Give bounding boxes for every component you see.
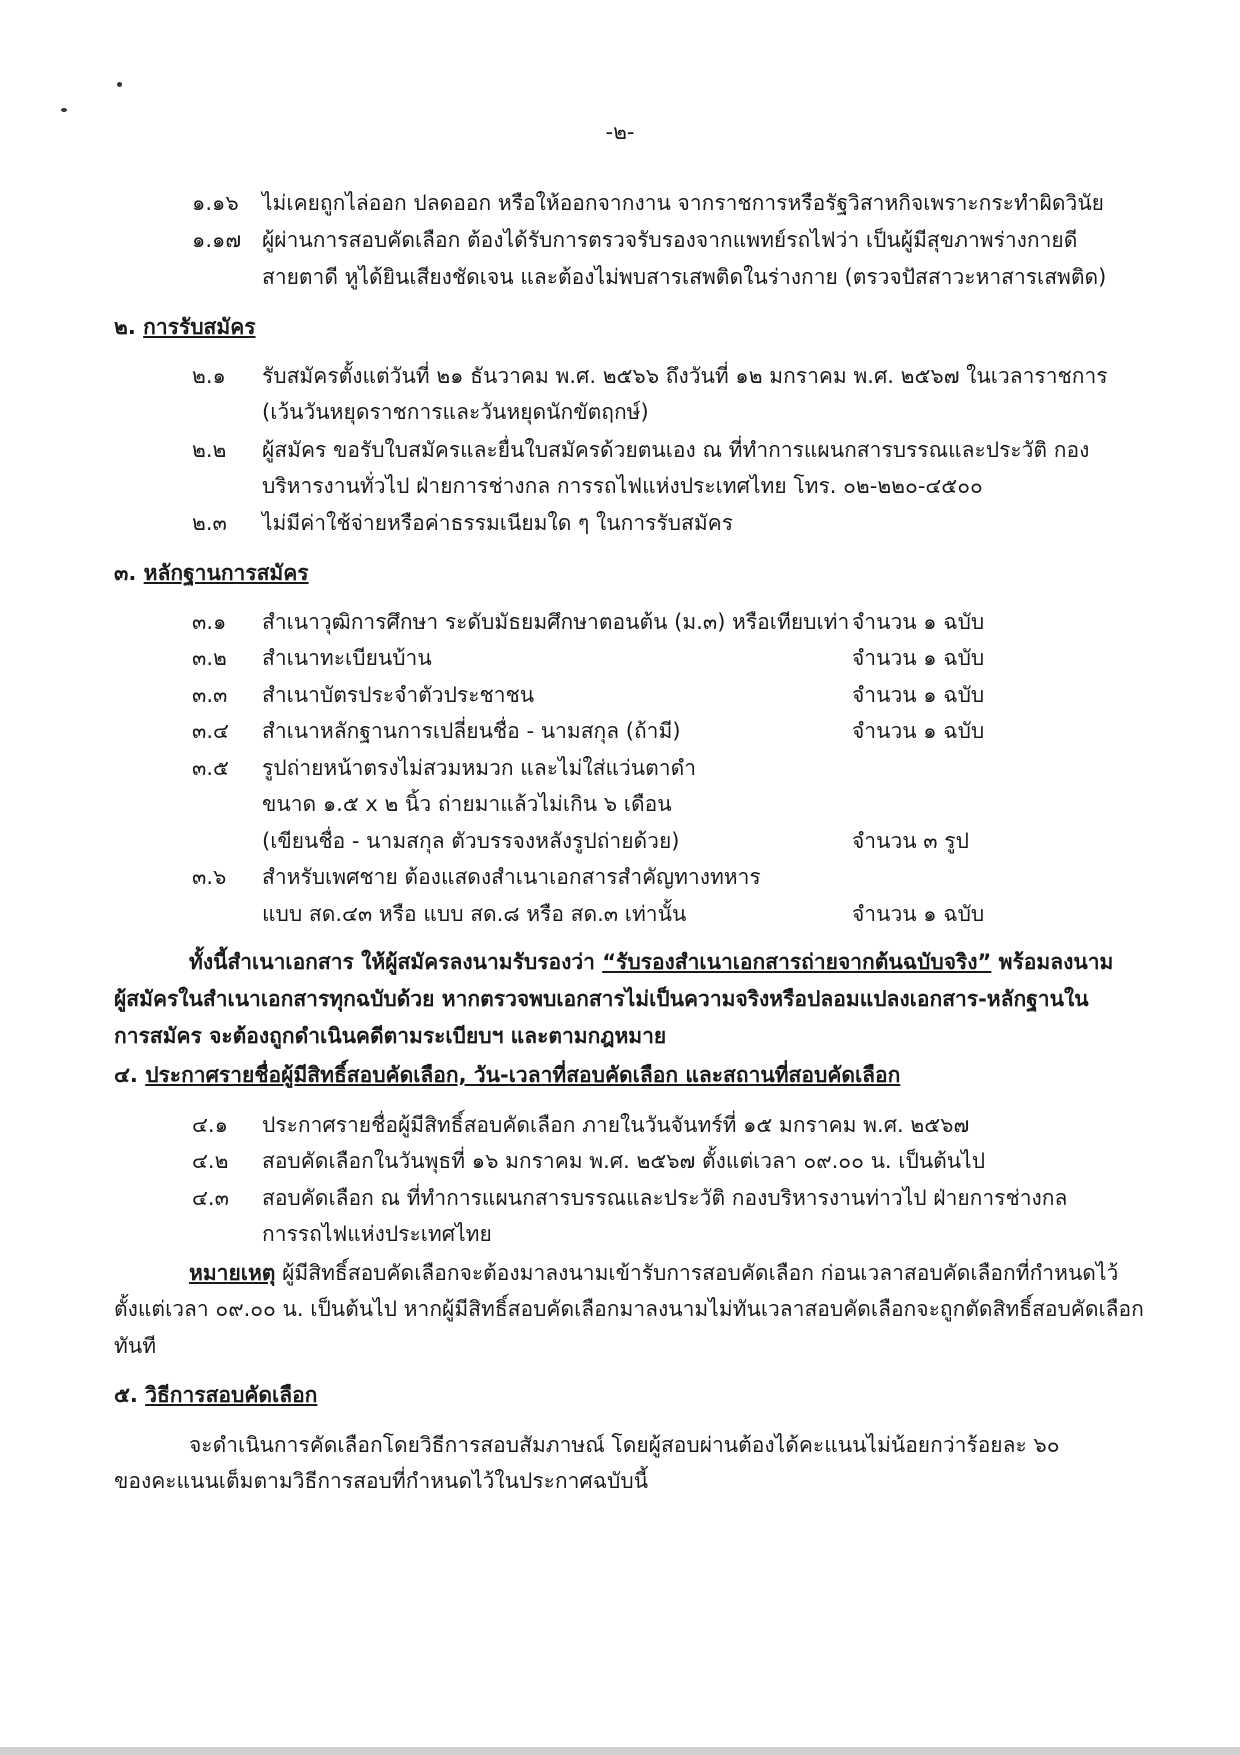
scan-edge <box>0 1747 1240 1755</box>
section-title: หลักฐานการสมัคร <box>143 561 309 585</box>
item-text: แบบ สด.๔๓ หรือ แบบ สด.๘ หรือ สด.๓ เท่านั้น <box>262 902 687 926</box>
remark-text: ผู้มีสิทธิ์สอบคัดเลือกจะต้องมาลงนามเข้ารับการสอบคัดเลือก ก่อนเวลาสอบคัดเลือกที่กำหนดไว้ <box>275 1261 1119 1285</box>
item-text: สำเนาทะเบียนบ้าน <box>262 646 432 670</box>
item-number: ๔.๓ <box>192 1186 229 1210</box>
section-title: การรับสมัคร <box>143 315 256 339</box>
scan-speck <box>117 82 122 87</box>
item-number: ๒.๓ <box>192 511 227 535</box>
item-text: ผู้สมัคร ขอรับใบสมัครและยื่นใบสมัครด้วยตนเอง ณ ที่ทำการแผนกสารบรรณและประวัติ กอง <box>262 438 1090 462</box>
item-number: ๓.๕ <box>192 756 229 780</box>
section-heading <box>114 312 256 342</box>
item-text: ประกาศรายชื่อผู้มีสิทธิ์สอบคัดเลือก ภายในวันจันทร์ที่ ๑๕ มกราคม พ.ศ. ๒๕๖๗ <box>262 1113 970 1137</box>
item-text: การรถไฟแห่งประเทศไทย <box>262 1222 492 1246</box>
item-number: ๓.๖ <box>192 865 227 889</box>
item-number: ๓.๒ <box>192 646 227 670</box>
copies-count: จำนวน ๑ ฉบับ <box>852 610 985 634</box>
copies-count: จำนวน ๑ ฉบับ <box>852 683 985 707</box>
page-number: -๒- <box>605 120 635 144</box>
item-number: ๔.๑ <box>192 1113 228 1137</box>
item-text: ขนาด ๑.๕ x ๒ นิ้ว ถ่ายมาแล้วไม่เกิน ๖ เดือน <box>262 792 672 816</box>
remark-label: หมายเหตุ <box>189 1261 276 1285</box>
item-text: สำเนาหลักฐานการเปลี่ยนชื่อ - นามสกุล (ถ้ามี) <box>262 719 681 743</box>
item-text: ไม่มีค่าใช้จ่ายหรือค่าธรรมเนียมใด ๆ ในการรับสมัคร <box>262 511 733 535</box>
item-text: สอบคัดเลือกในวันพุธที่ ๑๖ มกราคม พ.ศ. ๒๕๖๗ ตั้งแต่เวลา ๐๙.๐๐ น. เป็นต้นไป <box>262 1149 986 1173</box>
copies-count: จำนวน ๓ รูป <box>852 829 969 853</box>
paragraph-text: ของคะแนนเต็มตามวิธีการสอบที่กำหนดไว้ในประกาศฉบับนี้ <box>114 1469 649 1493</box>
scan-speck <box>61 108 67 112</box>
item-text: สอบคัดเลือก ณ ที่ทำการแผนกสารบรรณและประวัติ กองบริหารงานท่าวไป ฝ่ายการช่างกล <box>262 1186 1068 1210</box>
section-heading <box>114 1380 317 1410</box>
item-number: ๒.๑ <box>192 364 226 388</box>
section-heading <box>114 1060 900 1090</box>
section-number: ๓. <box>114 561 137 585</box>
note-quote: “รับรองสำเนาเอกสารถ่ายจากต้นฉบับจริง” <box>602 950 992 974</box>
item-text: (เขียนชื่อ - นามสกุล ตัวบรรจงหลังรูปถ่ายด้วย) <box>262 829 680 853</box>
remark-text: ตั้งแต่เวลา ๐๙.๐๐ น. เป็นต้นไป หากผู้มีสิทธิ์สอบคัดเลือกมาลงนามไม่ทันเวลาสอบคัดเลือกจะถูกตัดสิทธิ์สอบคัดเลือก <box>114 1297 1144 1321</box>
section-title: ประกาศรายชื่อผู้มีสิทธิ์สอบคัดเลือก, วัน-เวลาที่สอบคัดเลือก และสถานที่สอบคัดเลือก <box>145 1063 901 1087</box>
item-text: (เว้นวันหยุดราชการและวันหยุดนักขัตฤกษ์) <box>262 400 649 424</box>
note-text: พร้อมลงนาม <box>991 950 1114 974</box>
item-text: บริหารงานทั่วไป ฝ่ายการช่างกล การรถไฟแห่งประเทศไทย โทร. ๐๒-๒๒๐-๔๕๐๐ <box>262 474 983 498</box>
item-text: ไม่เคยถูกไล่ออก ปลดออก หรือให้ออกจากงาน จากราชการหรือรัฐวิสาหกิจเพราะกระทำผิดวินัย <box>262 191 1104 215</box>
item-text: สำเนาบัตรประจำตัวประชาชน <box>262 683 535 707</box>
item-number: ๓.๓ <box>192 683 228 707</box>
certification-note: ผู้สมัครในสำเนาเอกสารทุกฉบับด้วย หากตรวจพบเอกสารไม่เป็นความจริงหรือปลอมแปลงเอกสาร-หลักฐานใน <box>114 987 1089 1011</box>
item-text: รูปถ่ายหน้าตรงไม่สวมหมวก และไม่ใส่แว่นตาดำ <box>262 756 697 780</box>
section-number: ๕. <box>114 1383 138 1407</box>
certification-note <box>189 947 1113 977</box>
item-number: ๓.๑ <box>192 610 227 634</box>
section-number: ๒. <box>114 315 136 339</box>
certification-note: การสมัคร จะต้องถูกดำเนินคดีตามระเบียบฯ และตามกฎหมาย <box>114 1024 667 1048</box>
paragraph-text: จะดำเนินการคัดเลือกโดยวิธีการสอบสัมภาษณ์ โดยผู้สอบผ่านต้องได้คะแนนไม่น้อยกว่าร้อยละ ๖๐ <box>189 1433 1060 1457</box>
copies-count: จำนวน ๑ ฉบับ <box>852 719 985 743</box>
note-text: ทั้งนี้สำเนาเอกสาร ให้ผู้สมัครลงนามรับรองว่า <box>189 950 603 974</box>
item-text: สำหรับเพศชาย ต้องแสดงสำเนาเอกสารสำคัญทางทหาร <box>262 865 761 889</box>
copies-count: จำนวน ๑ ฉบับ <box>852 902 985 926</box>
section-number: ๔. <box>114 1063 138 1087</box>
copies-count: จำนวน ๑ ฉบับ <box>852 646 985 670</box>
item-number: ๔.๒ <box>192 1149 229 1173</box>
item-text: สายตาดี หูได้ยินเสียงชัดเจน และต้องไม่พบสารเสพติดในร่างกาย (ตรวจปัสสาวะหาสารเสพติด) <box>262 265 1107 289</box>
item-text: ผู้ผ่านการสอบคัดเลือก ต้องได้รับการตรวจรับรองจากแพทย์รถไฟว่า เป็นผู้มีสุขภาพร่างกายดี <box>262 228 1078 252</box>
item-number: ๑.๑๗ <box>192 228 242 252</box>
remark <box>189 1258 1118 1288</box>
item-text: รับสมัครตั้งแต่วันที่ ๒๑ ธันวาคม พ.ศ. ๒๕๖๖ ถึงวันที่ ๑๒ มกราคม พ.ศ. ๒๕๖๗ ในเวลาราชการ <box>262 364 1108 388</box>
item-number: ๓.๔ <box>192 719 229 743</box>
section-heading <box>114 558 309 588</box>
item-text: สำเนาวุฒิการศึกษา ระดับมัธยมศึกษาตอนต้น (ม.๓) หรือเทียบเท่า <box>262 610 850 634</box>
section-title: วิธีการสอบคัดเลือก <box>145 1383 318 1407</box>
item-number: ๒.๒ <box>192 438 227 462</box>
remark-text: ทันที <box>114 1334 157 1358</box>
item-number: ๑.๑๖ <box>192 191 239 215</box>
